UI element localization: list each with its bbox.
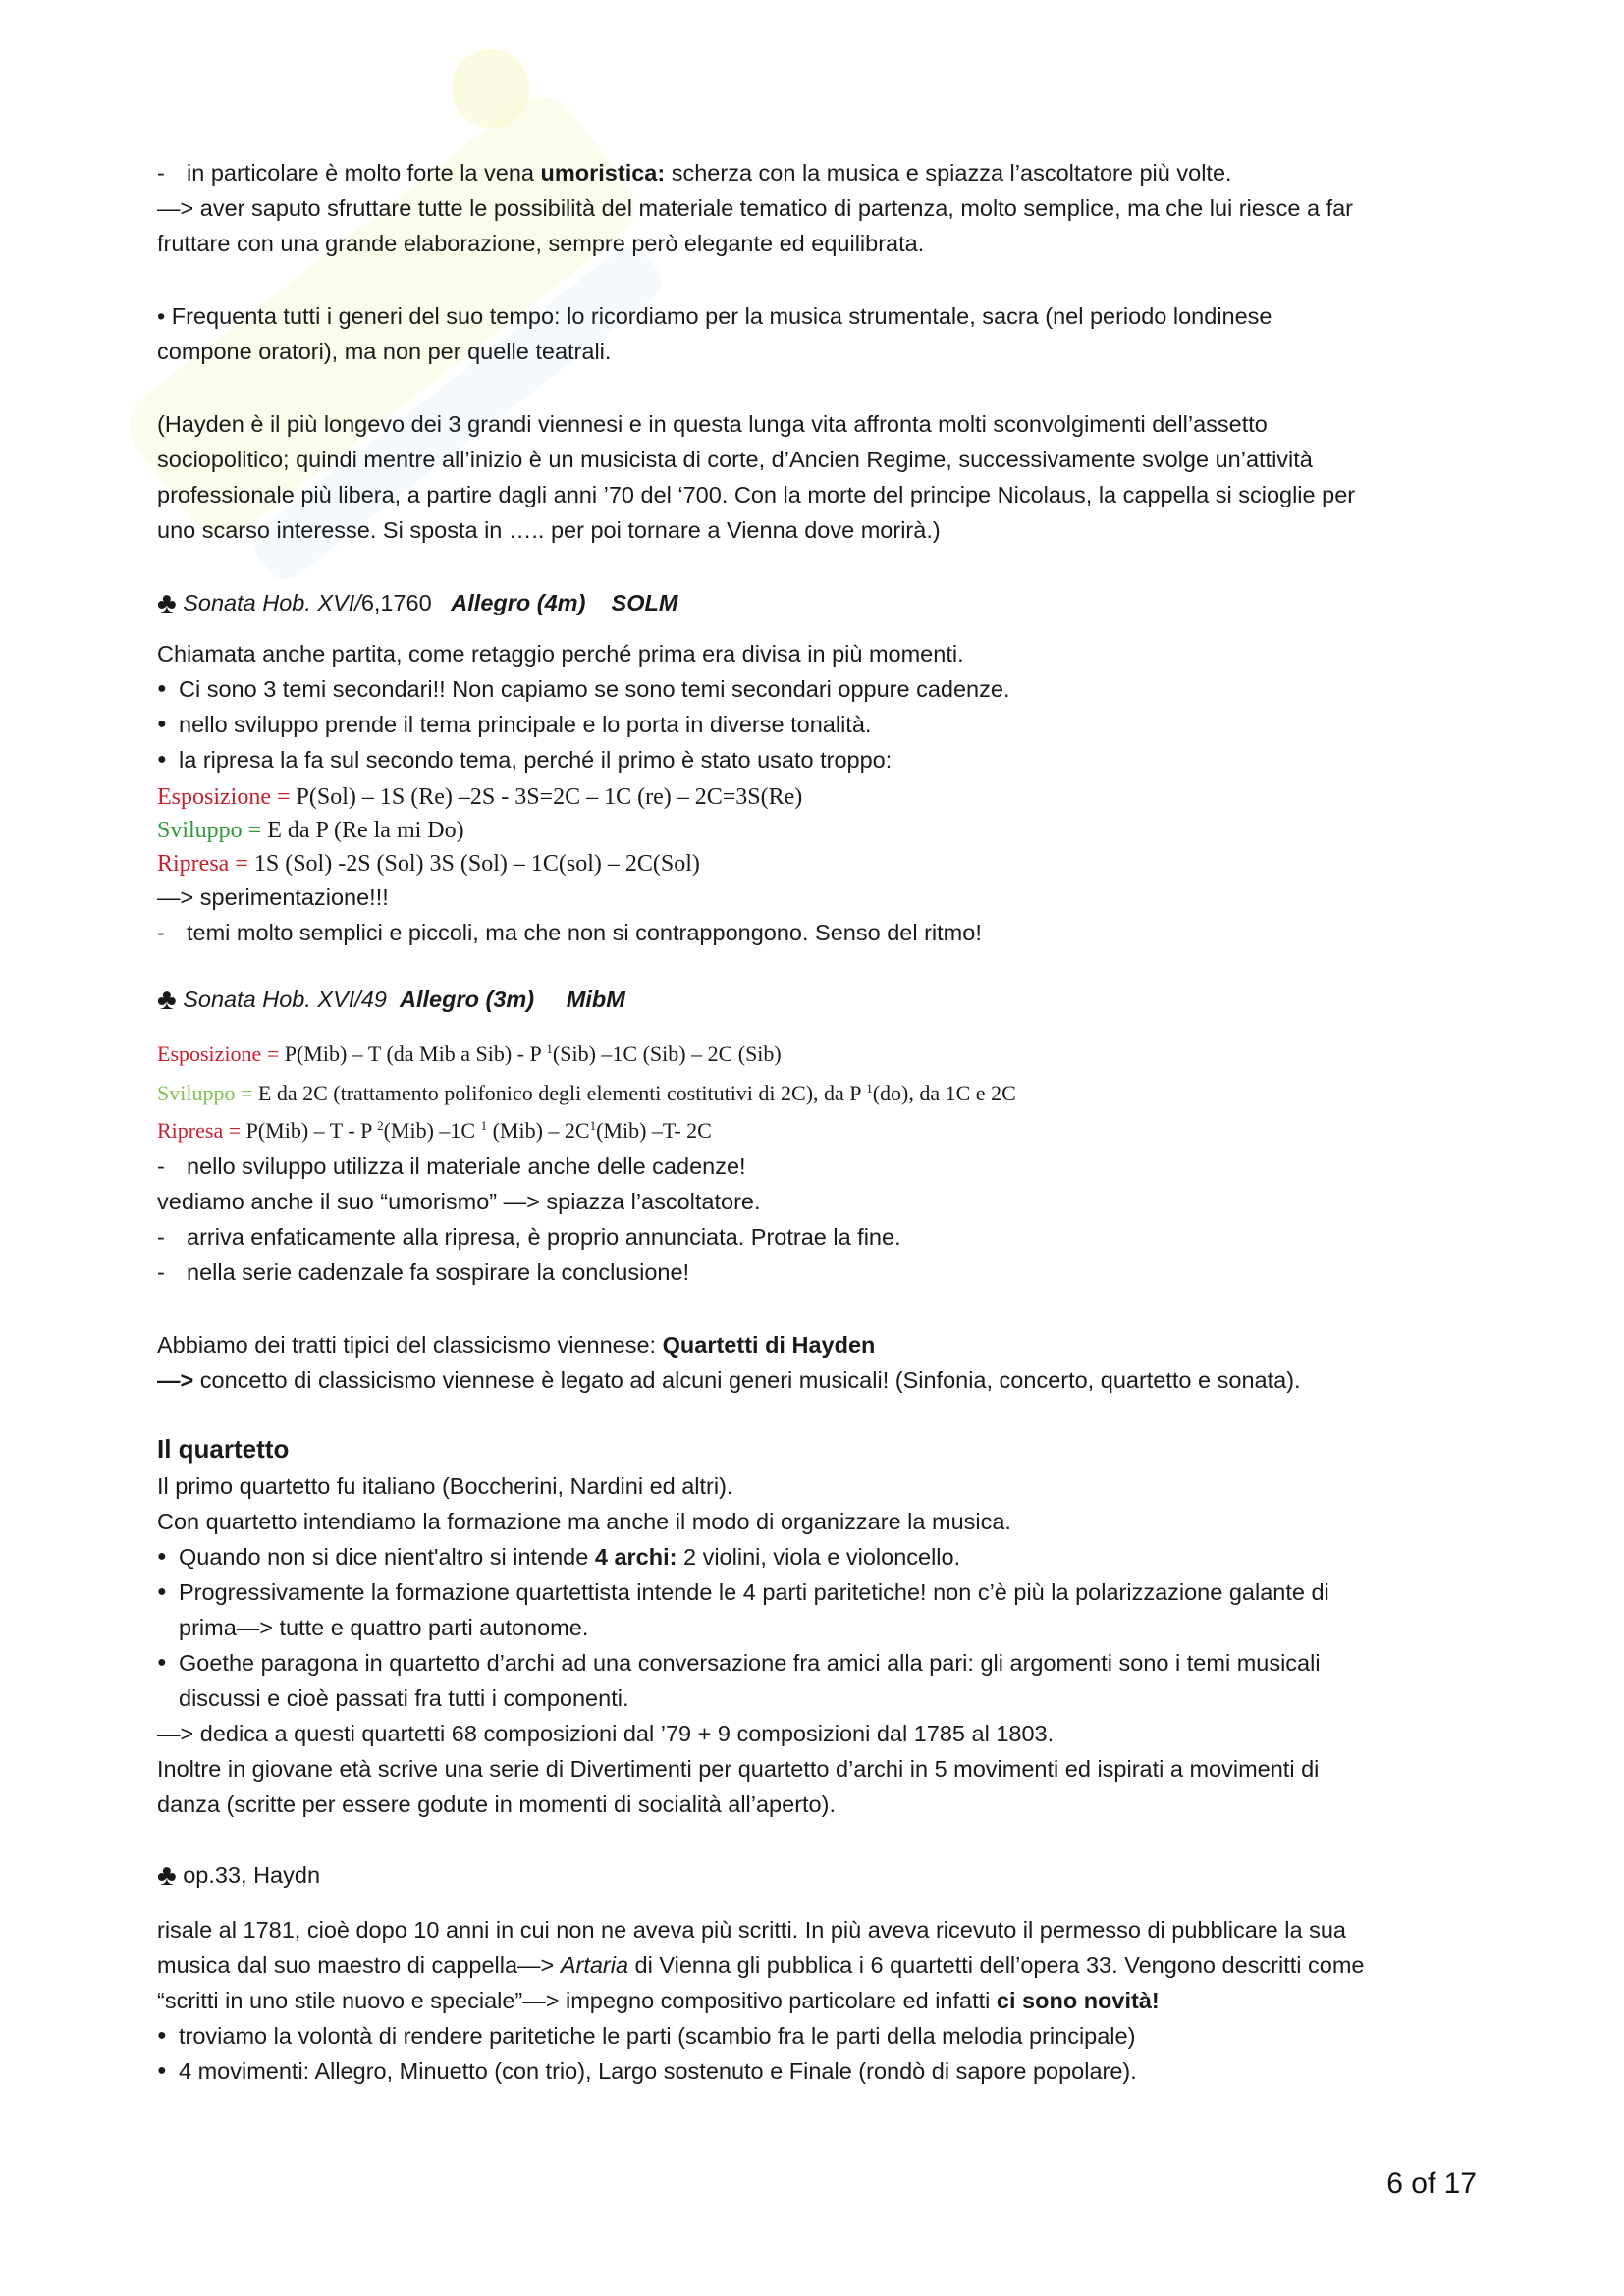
- formula-esposizione: Esposizione = P(Mib) – T (da Mib a Sib) - P $^1$(Sib) –1C (Sib) – 2C (Sib): [157, 1041, 782, 1066]
- formula-ripresa: Ripresa = P(Mib) – T - P $^2$(Mib) –1C $^1$ $(Mib) - 2C^1(Mib)$ –T- 2C: [157, 1118, 712, 1143]
- text-line: —> dedica a questi quartetti 68 composizioni dal ’79 + 9 composizioni dal 1785 al 1803.: [157, 1721, 1055, 1746]
- club-icon: ♣: [157, 1859, 177, 1892]
- formula-sviluppo: Sviluppo = E da 2C (trattamento polifonico degli elementi costitutivi di 2C), da P $^1$(do), da 1C e 2C: [157, 1081, 1016, 1105]
- text-line: Abbiamo dei tratti tipici del classicismo viennese: Quartetti di Hayden: [157, 1332, 876, 1358]
- text-line: Chiamata anche partita, come retaggio perché prima era divisa in più momenti.: [157, 641, 964, 667]
- text-line: Inoltre in giovane età scrive una serie di Divertimenti per quartetto d’archi in 5 movimenti ed ispirati a movimenti di: [157, 1756, 1320, 1782]
- bullet-icon: ●: [157, 1583, 167, 1600]
- section-heading-sonata-49: ♣ Sonata Hob. XVI/49 Allegro (3m) MibM: [157, 984, 625, 1016]
- text-line: —> aver saputo sfruttare tutte le possibilità del materiale tematico di partenza, molto semplice, ma che lui riesce a far: [157, 195, 1353, 221]
- text-line: prima—> tutte e quattro parti autonome.: [179, 1615, 589, 1640]
- formula-esposizione: Esposizione = P(Sol) – 1S (Re) –2S - 3S=2C – 1C (re) – 2C=3S(Re): [157, 784, 803, 810]
- bullet-icon: ●: [157, 2027, 167, 2044]
- text-line: uno scarso interesse. Si sposta in ….. per poi tornare a Vienna dove morirà.): [157, 517, 941, 543]
- section-heading-op33: ♣ op.33, Haydn: [157, 1859, 321, 1892]
- bullet-icon: ●: [157, 751, 167, 768]
- text-line: Il primo quartetto fu italiano (Boccherini, Nardini ed altri).: [157, 1473, 733, 1499]
- text-line: risale al 1781, cioè dopo 10 anni in cui non ne aveva più scritti. In più aveva ricevuto il permesso di pubblicare la sua: [157, 1917, 1346, 1943]
- bullet-icon: ●: [157, 680, 167, 697]
- text-line: “scritti in uno stile nuovo e speciale”—> impegno compositivo particolare ed infatti ci sono novità!: [157, 1988, 1160, 2013]
- club-icon: ♣: [157, 587, 177, 619]
- text-line: sociopolitico; quindi mentre all’inizio è un musicista di corte, d’Ancien Regime, successivamente svolge un’attività: [157, 447, 1313, 472]
- heading-il-quartetto: Il quartetto: [157, 1434, 290, 1464]
- text-line: fruttare con una grande elaborazione, sempre però elegante ed equilibrata.: [157, 231, 925, 256]
- page-number: 6 of 17: [1386, 2167, 1477, 2200]
- text-line: (Hayden è il più longevo dei 3 grandi viennesi e in questa lunga vita affronta molti sconvolgimenti dell’assetto: [157, 411, 1268, 437]
- text-line: professionale più libera, a partire dagli anni ’70 del ‘700. Con la morte del principe Nicolaus, la cappella si scioglie per: [157, 482, 1356, 507]
- text-line: musica dal suo maestro di cappella—> Artaria di Vienna gli pubblica i 6 quartetti dell’opera 33. Vengono descritti come: [157, 1952, 1365, 1978]
- formula-ripresa: Ripresa = 1S (Sol) -2S (Sol) 3S (Sol) – 1C(sol) – 2C(Sol): [157, 851, 700, 877]
- text-line: danza (scritte per essere godute in momenti di socialità all’aperto).: [157, 1791, 836, 1817]
- section-heading-sonata-6: ♣ Sonata Hob. XVI/6,1760 Allegro (4m) SOLM: [157, 587, 678, 619]
- text-line: vediamo anche il suo “umorismo” —> spiazza l’ascoltatore.: [157, 1189, 761, 1214]
- text-line: —> sperimentazione!!!: [157, 884, 389, 910]
- text-line: discussi e cioè passati fra tutti i componenti.: [179, 1685, 629, 1711]
- formula-sviluppo: Sviluppo = E da P (Re la mi Do): [157, 818, 464, 843]
- bullet-icon: ●: [157, 1654, 167, 1671]
- bullet-icon: ●: [157, 2062, 167, 2079]
- text-line: Con quartetto intendiamo la formazione ma anche il modo di organizzare la musica.: [157, 1509, 1011, 1534]
- bullet-icon: ●: [157, 716, 167, 732]
- text-line: • Frequenta tutti i generi del suo tempo: lo ricordiamo per la musica strumentale, sacra (nel periodo londinese: [157, 303, 1272, 329]
- text-line: —> concetto di classicismo viennese è legato ad alcuni generi musicali! (Sinfonia, concerto, quartetto e sonata).: [157, 1367, 1301, 1393]
- bullet-icon: ●: [157, 1548, 167, 1565]
- club-icon: ♣: [157, 984, 177, 1016]
- text-line: compone oratori), ma non per quelle teatrali.: [157, 339, 612, 364]
